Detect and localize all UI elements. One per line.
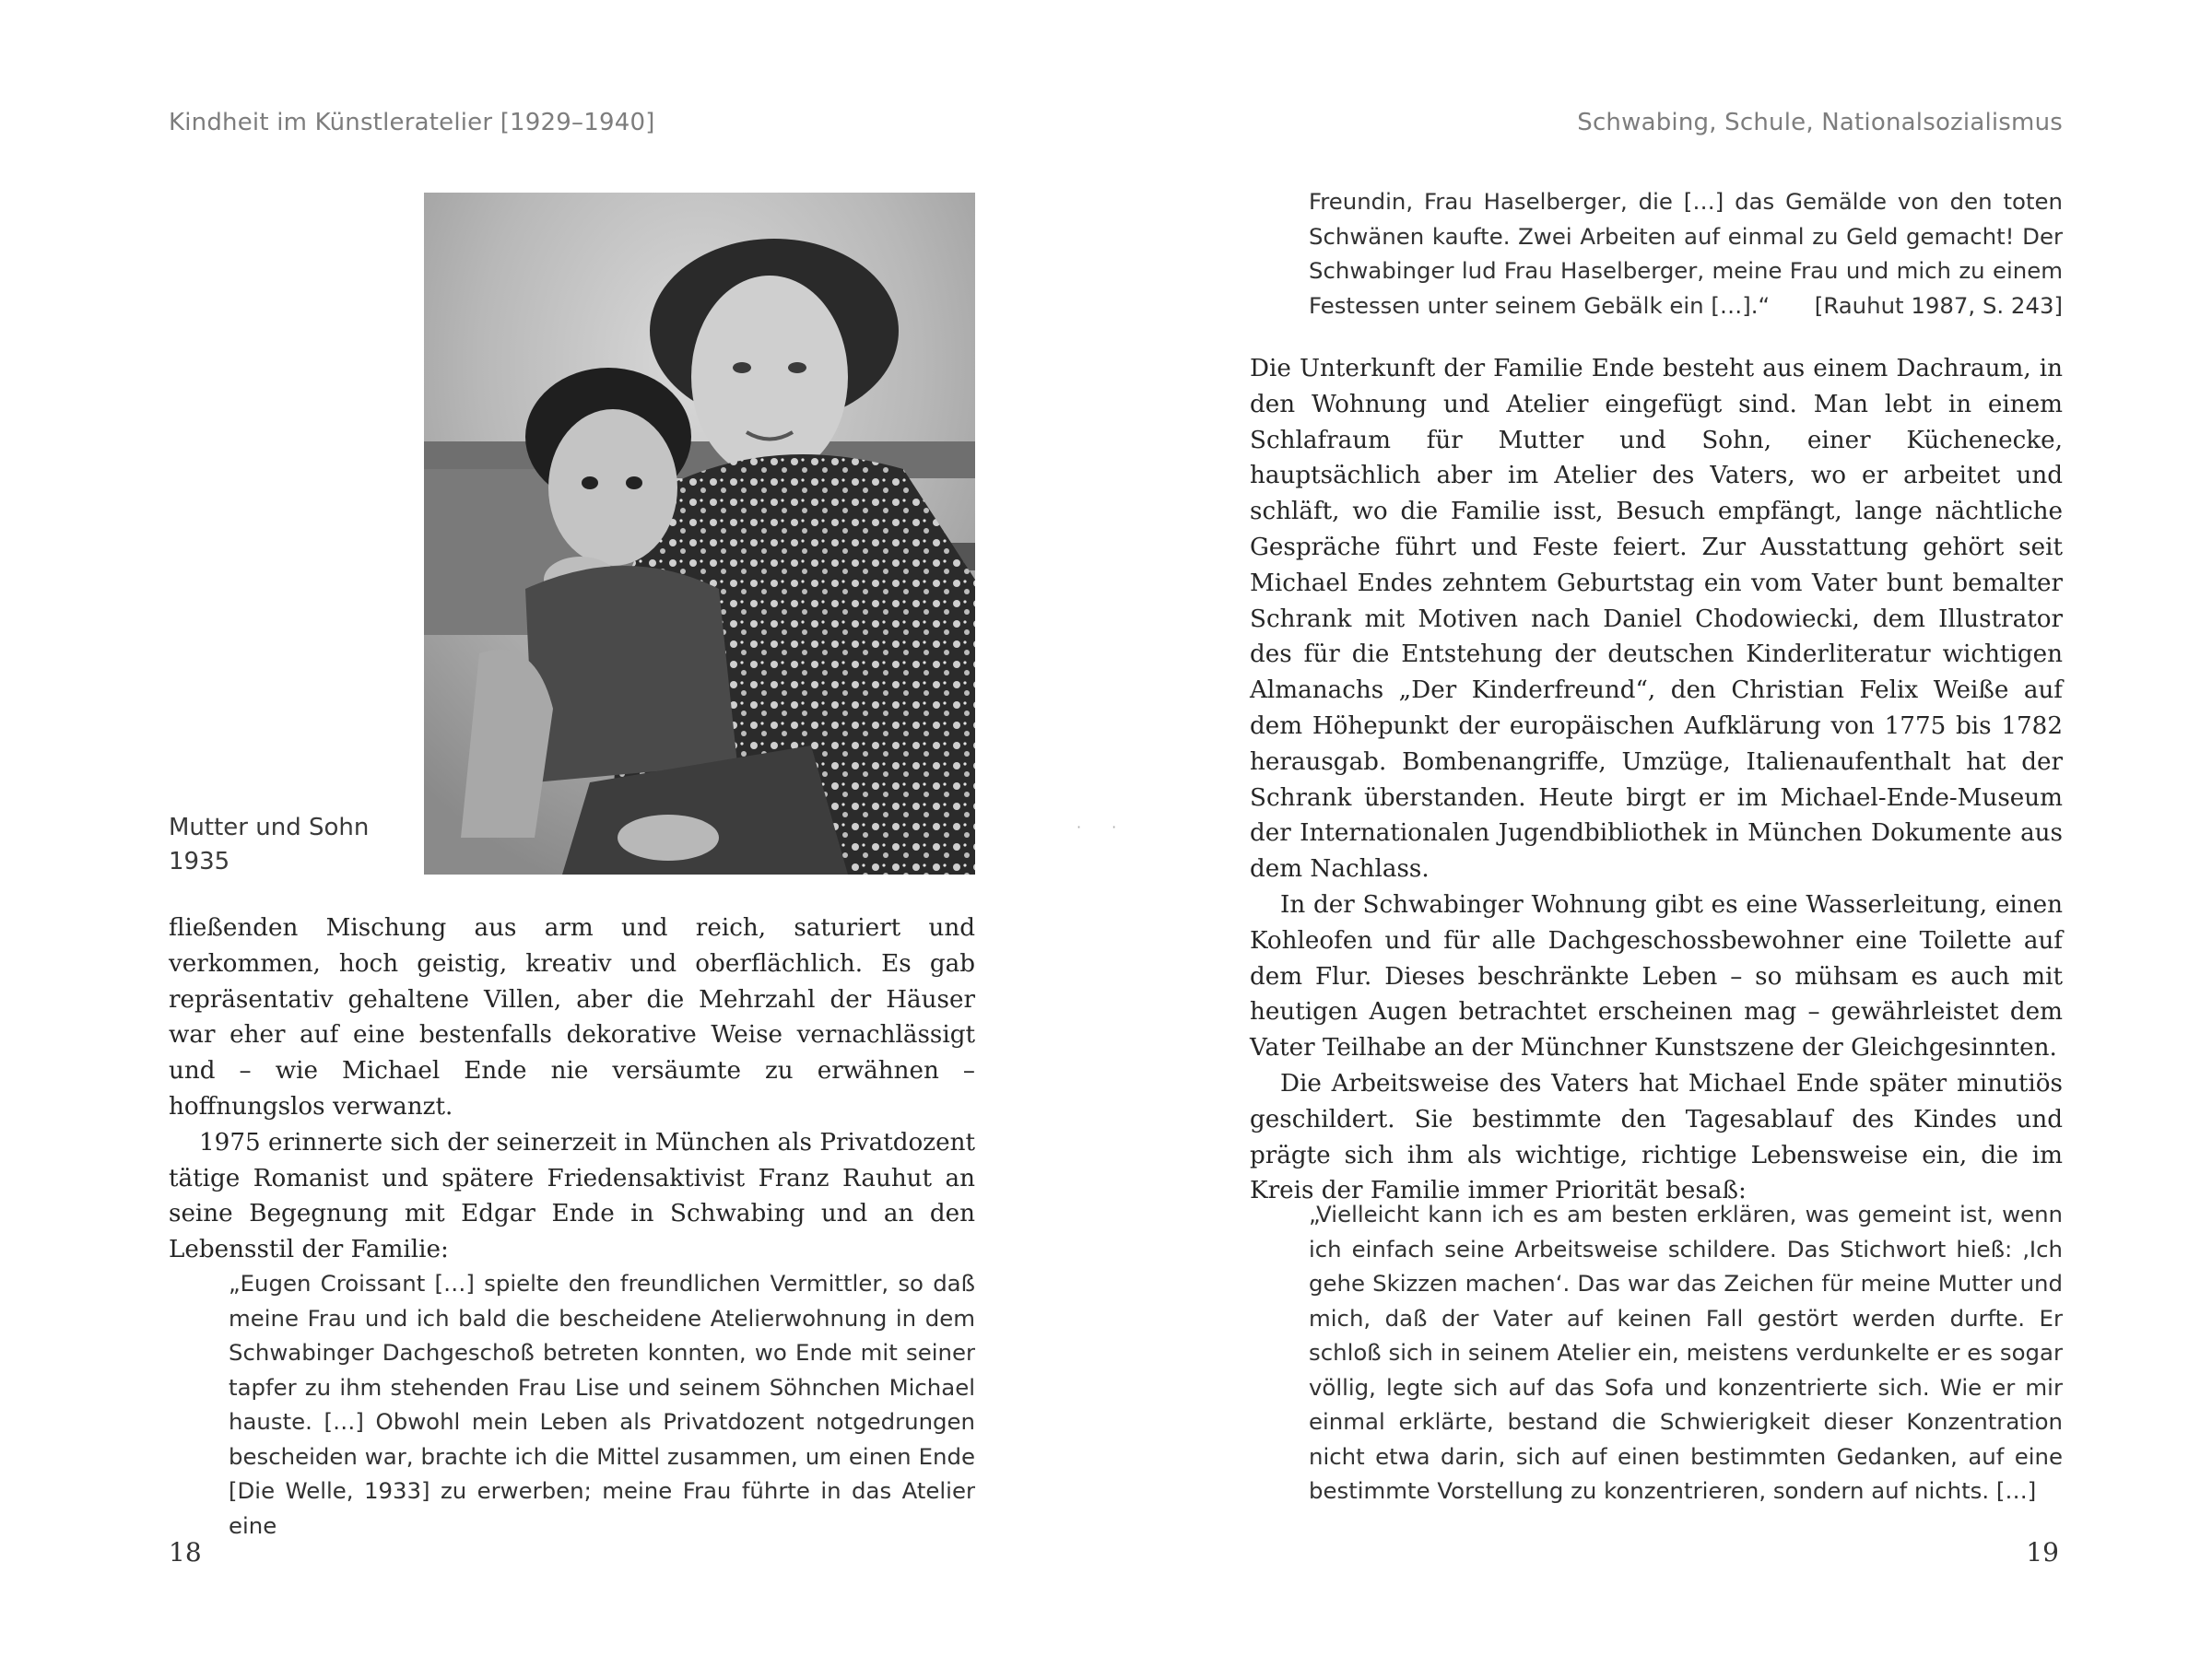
paragraph: In der Schwabinger Wohnung gibt es eine Wasserleitung, einen Kohleofen und für alle Dachgeschossbewohner eine Toilette auf dem Flur. Dieses beschränkte Leben – so mühsam es auch mit heutigen Augen betrachtet erscheinen mag – gewährleistet dem Vater Teilhabe an der Münchner Kunstszene der Gleichgesinnten. bbox=[1250, 890, 2063, 1063]
block-quote-ende bbox=[1309, 1197, 2063, 1509]
block-quote-rauhut bbox=[229, 1266, 975, 1543]
paragraph: Die Arbeitsweise des Vaters hat Michael Ende später minutiös geschildert. Sie bestimmte den Tagesablauf des Kindes und prägte sich ihm als wichtige, richtige Lebensweise ein, die im Kreis der Familie immer Priorität besaß: bbox=[1250, 1069, 2063, 1205]
photo-mother-and-son bbox=[424, 193, 975, 875]
paragraph: fließenden Mischung aus arm und reich, saturiert und verkommen, hoch geistig, kreativ und oberflächlich. Es gab repräsentativ gehaltene Villen, aber die Mehrzahl der Häuser war eher auf eine bestenfalls dekorative Weise vernachlässigt und – wie Michael Ende nie versäumte zu erwähnen – hoffnungslos verwanzt. bbox=[169, 914, 975, 1121]
caption-title: Mutter und Sohn bbox=[169, 814, 370, 841]
running-head-left: Kindheit im Künstleratelier [1929–1940] bbox=[169, 109, 655, 136]
running-head-right: Schwabing, Schule, Nationalsozialismus bbox=[1577, 109, 2063, 136]
quote-source: [Rauhut 1987, S. 243] bbox=[1814, 291, 2063, 319]
quote-top-text: Freundin, Frau Haselberger, die […] das Gemälde von den toten Schwänen kaufte. Zwei Arbeiten auf einmal zu Geld gemacht! Der Schwabinger lud Frau Haselberger, meine Frau und mich zu einem Festessen unter seinem Gebälk ein […].“ bbox=[1309, 188, 2063, 319]
gutter-dots: · · bbox=[1077, 818, 1130, 836]
photo-illustration bbox=[424, 193, 975, 875]
page-number-right: 19 bbox=[2026, 1537, 2059, 1568]
quote-text bbox=[1309, 184, 2063, 323]
paragraph: 1975 erinnerte sich der seinerzeit in München als Privatdozent tätige Romanist und spätere Friedensaktivist Franz Rauhut an seine Begegnung mit Edgar Ende in Schwabing und an den Lebensstil der Familie: bbox=[169, 1128, 975, 1264]
paragraph: Die Unterkunft der Familie Ende besteht aus einem Dachraum, in den Wohnung und Atelier eingefügt sind. Man lebt in einem Schlafraum für Mutter und Sohn, einer Küchenecke, hauptsächlich aber im Atelier des Vaters, wo er arbeitet und schläft, wo die Familie isst, Besuch empfängt, lange nächtliche Gespräche führt und Feste feiert. Zur Ausstattung gehört seit Michael Endes zehntem Geburtstag ein vom Vater bunt bemalter Schrank mit Motiven nach Daniel Chodowiecki, dem Illustrator des für die Entstehung der deutschen Kinderliteratur wichtigen Almanachs „Der Kinderfreund“, den Christian Felix Weiße auf dem Höhepunkt der europäischen Aufklärung von 1775 bis 1782 herausgab. Bombenangriffe, Umzüge, Italienaufenthalt hat der Schrank überstanden. Heute birgt er im Michael-Ende-Museum der Internationalen Jugendbibliothek in München Dokumente aus dem Nachlass. bbox=[1250, 355, 2063, 884]
photo-caption bbox=[169, 811, 369, 879]
quote-text: „Eugen Croissant […] spielte den freundlichen Vermittler, so daß meine Frau und ich bald die bescheidene Atelierwohnung in dem Schwabinger Dachgeschoß betreten konnten, wo Ende mit seiner tapfer zu ihm stehenden Frau Lise und seinem Söhnchen Michael hauste. […] Obwohl mein Leben als Privatdozent notgedrungen bescheiden war, brachte ich die Mittel zusammen, um einen Ende [Die Welle, 1933] zu erwerben; meine Frau führte in das Atelier eine bbox=[229, 1270, 975, 1539]
right-page bbox=[1106, 0, 2212, 1656]
quote-text: „Vielleicht kann ich es am besten erklären, was gemeint ist, wenn ich einfach seine Arbeitsweise schildere. Das Stichwort hieß: ‚Ich gehe Skizzen machen‘. Das war das Zeichen für meine Mutter und mich, daß der Vater auf keinen Fall gestört werden durfte. Er schloß sich in seinem Atelier ein, meistens verdunkelte er es sogar völlig, legte sich auf das Sofa und konzentrierte sich. Wie er mir einmal erklärte, bestand die Schwierigkeit dieser Konzentration nicht etwa darin, sich auf einen bestimmten Gedanken, auf eine bestimmte Vorstellung zu konzentrieren, sondern auf nichts. […] bbox=[1309, 1201, 2063, 1504]
left-body-text bbox=[169, 910, 975, 1268]
page-number-left: 18 bbox=[169, 1537, 202, 1568]
block-quote-continued bbox=[1309, 184, 2063, 323]
right-body-text bbox=[1250, 351, 2063, 1209]
caption-year: 1935 bbox=[169, 848, 230, 875]
